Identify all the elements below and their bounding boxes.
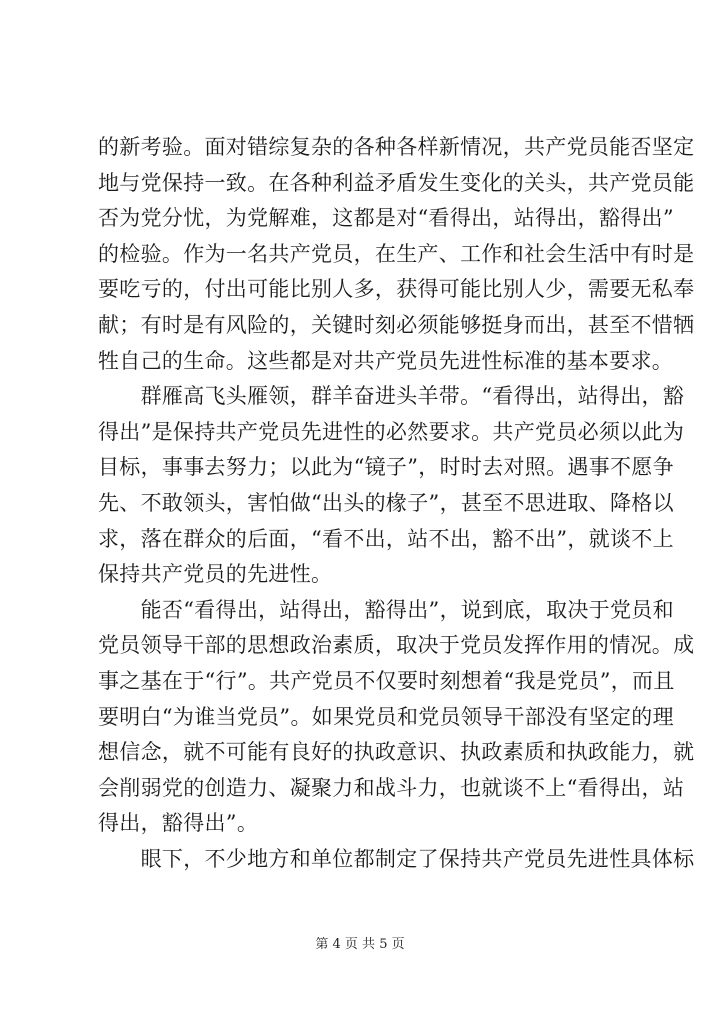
- text-line: 先、不敢领头，害怕做“出头的椽子”，甚至不思进取、降格以: [98, 490, 674, 515]
- text-line: 献；有时是有风险的，关键时刻必须能够挺身而出，甚至不惜牺: [98, 312, 695, 337]
- text-line: 眼下，不少地方和单位都制定了保持共产党员先进性具体标: [98, 846, 695, 871]
- text-line: 得出，豁得出”。: [98, 811, 259, 836]
- text-line: 得出”是保持共产党员先进性的必然要求。共产党员必须以此为: [98, 419, 685, 444]
- text-line: 保持共产党员的先进性。: [98, 562, 333, 587]
- text-line: 牲自己的生命。这些都是对共产党员先进性标准的基本要求。: [98, 348, 674, 373]
- page-number-label: 第 4 页 共 5 页: [315, 937, 405, 952]
- text-line: 事之基在于“行”。共产党员不仅要时刻想着“我是党员”，而且: [98, 668, 675, 693]
- text-line: 地与党保持一致。在各种利益矛盾发生变化的关头，共产党员能: [98, 170, 695, 195]
- text-line: 否为党分忧，为党解难，这都是对“看得出，站得出，豁得出”: [98, 206, 674, 231]
- text-line: 目标，事事去努力；以此为“镜子”，时时去对照。遇事不愿争: [98, 455, 674, 480]
- text-line: 要明白“为谁当党员”。如果党员和党员领导干部没有坚定的理: [98, 704, 674, 729]
- text-line: 求，落在群众的后面，“看不出，站不出，豁不出”，就谈不上: [98, 526, 674, 551]
- text-line: 的检验。作为一名共产党员，在生产、工作和社会生活中有时是: [98, 241, 695, 266]
- text-line: 党员领导干部的思想政治素质，取决于党员发挥作用的情况。成: [98, 633, 695, 658]
- text-line: 能否“看得出，站得出，豁得出”，说到底，取决于党员和: [98, 597, 674, 622]
- page-footer: [0, 936, 720, 954]
- text-line: 想信念，就不可能有良好的执政意识、执政素质和执政能力，就: [98, 740, 695, 765]
- text-line: 群雁高飞头雁领，群羊奋进头羊带。“看得出，站得出，豁: [98, 384, 685, 409]
- text-line: 会削弱党的创造力、凝聚力和战斗力，也就谈不上“看得出，站: [98, 775, 685, 800]
- text-line: 的新考验。面对错综复杂的各种各样新情况，共产党员能否坚定: [98, 135, 695, 159]
- body-text: [98, 130, 695, 877]
- text-line: 要吃亏的，付出可能比别人多，获得可能比别人少，需要无私奉: [98, 277, 695, 302]
